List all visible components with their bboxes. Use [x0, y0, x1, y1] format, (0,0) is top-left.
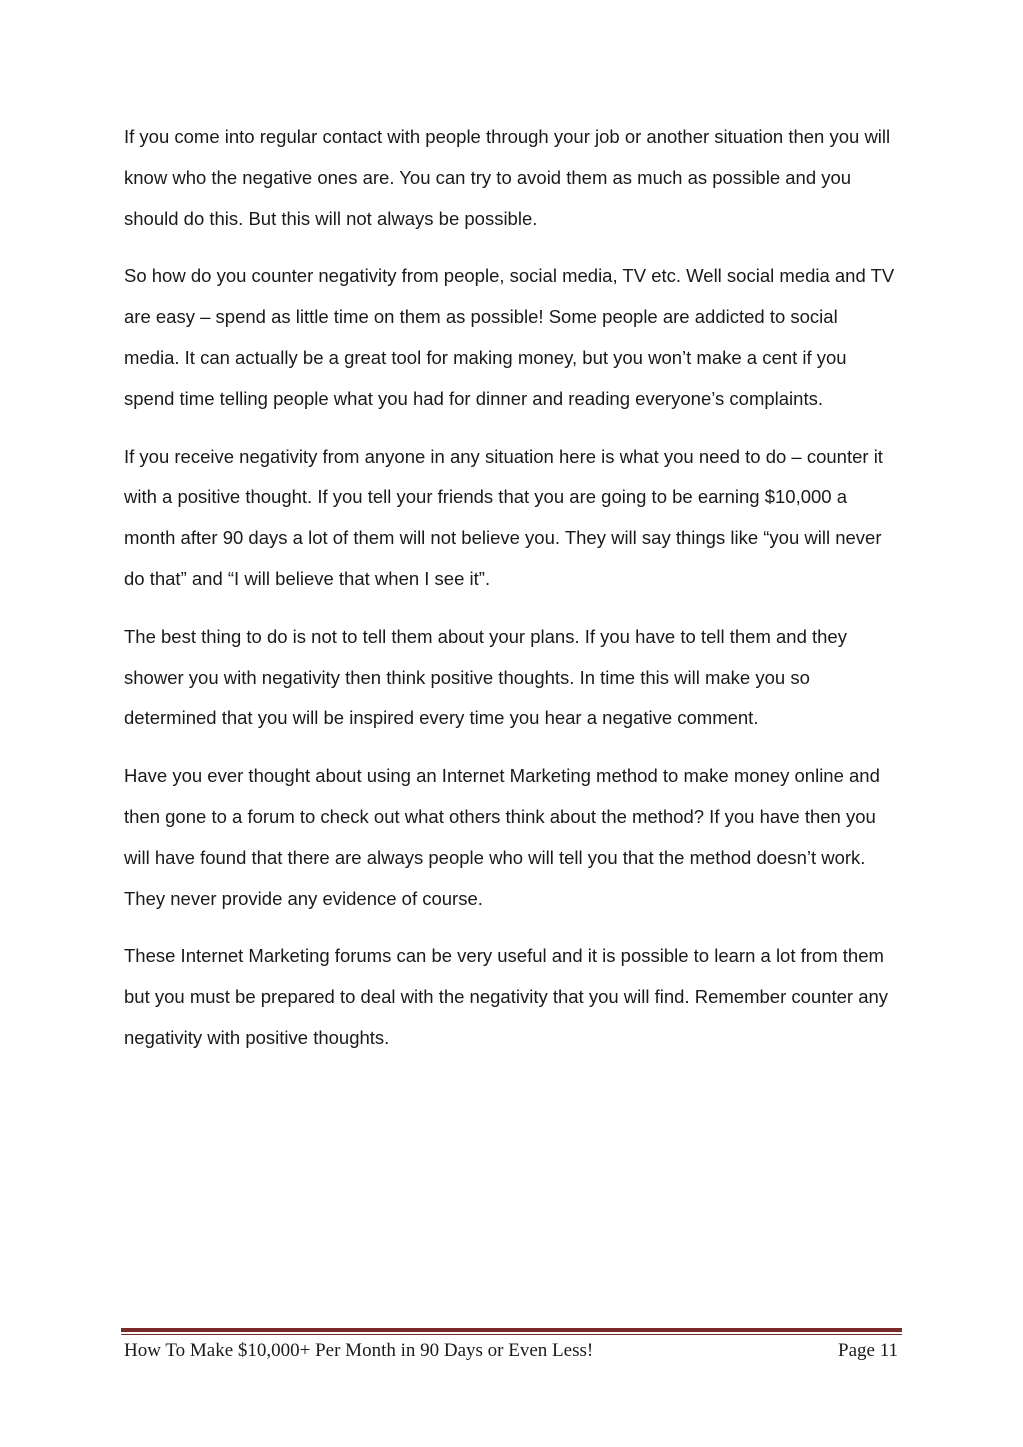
- paragraph-5: Have you ever thought about using an Internet Marketing method to make money online and then gone to a forum to check out what others think about the method? If you have then you will have found that there are always people who will tell you that the method doesn’t work. They never provide any evidence of course.: [124, 765, 880, 909]
- paragraph-4: The best thing to do is not to tell them about your plans. If you have to tell them and they shower you with negativity then think positive thoughts. In time this will make you so determined that you will be inspired every time you hear a negative comment.: [124, 625, 847, 729]
- paragraph-2: So how do you counter negativity from people, social media, TV etc. Well social media and TV are easy – spend as little time on them as possible! Some people are addicted to social media. It can actually be a great tool for making money, but you won’t make a cent if you spend time telling people what you had for dinner and reading everyone’s complaints.: [124, 265, 895, 409]
- paragraph-3: If you receive negativity from anyone in any situation here is what you need to do – counter it with a positive thought. If you tell your friends that you are going to be earning $10,000 a month after 90 days a lot of them will not believe you. They will say things like “you will never do that” and “I will believe that when I see it”.: [124, 445, 883, 589]
- footer-rule-thick: [121, 1328, 902, 1332]
- page-number: Page 11: [838, 1340, 898, 1361]
- footer-rule-thin: [121, 1334, 902, 1335]
- page-footer: [124, 1338, 898, 1364]
- paragraph-1: If you come into regular contact with people through your job or another situation then you will know who the negative ones are. You can try to avoid them as much as possible and you should do this. But this will not always be possible.: [124, 126, 891, 229]
- body-text: [124, 117, 896, 1076]
- footer-title: How To Make $10,000+ Per Month in 90 Days or Even Less!: [124, 1340, 594, 1361]
- paragraph-6: These Internet Marketing forums can be very useful and it is possible to learn a lot from them but you must be prepared to deal with the negativity that you will find. Remember counter any negativity with positive thoughts.: [124, 945, 889, 1048]
